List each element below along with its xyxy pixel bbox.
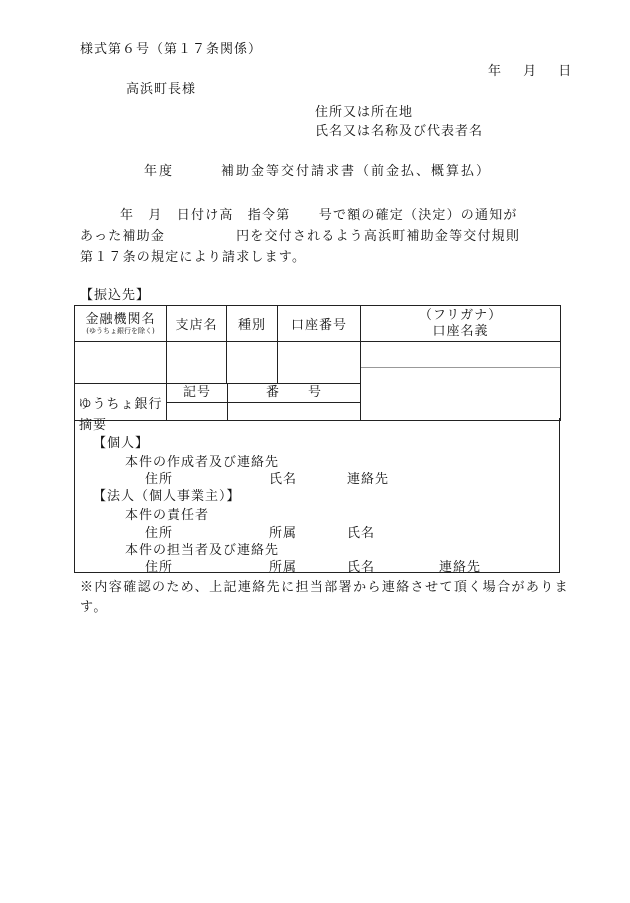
bank-account-table — [74, 305, 561, 421]
name-label: 氏名又は名称及び代表者名 — [315, 124, 484, 139]
address-label: 住所又は所在地 — [315, 105, 414, 120]
individual-name-label: 氏名 — [269, 472, 298, 487]
corp-contact-address-label: 住所 — [145, 560, 174, 575]
individual-label: 【個人】 — [93, 436, 150, 451]
account-number-header: 口座番号 — [278, 306, 361, 342]
account-number-field[interactable] — [278, 342, 361, 384]
form-number: 様式第６号（第１７条関係） — [80, 42, 263, 57]
yucho-symbol-header: 記号 — [182, 385, 211, 400]
account-type-field[interactable] — [227, 342, 278, 384]
bank-name-field[interactable] — [75, 342, 167, 384]
summary-label: 摘要 — [79, 418, 108, 433]
summary-box — [74, 418, 560, 573]
account-name-field[interactable] — [361, 342, 561, 421]
request-body — [80, 205, 566, 268]
account-name-label: 口座名義 — [432, 323, 489, 339]
body-line-1: 年 月 日付け高 指令第 号で額の確定（決定）の通知が — [120, 208, 518, 223]
addressee: 高浜町長様 — [126, 82, 197, 97]
account-name-header — [361, 306, 561, 342]
corp-responsible-dept-label: 所属 — [269, 526, 298, 541]
furigana-field[interactable] — [361, 342, 560, 368]
title-main: 補助金等交付請求書（前金払、概算払） — [221, 164, 492, 179]
furigana-label: （フリガナ） — [418, 307, 503, 323]
fiscal-year-label: 年度 — [144, 164, 175, 179]
bank-name-label: 金融機関名 — [85, 311, 156, 327]
corp-responsible-name-label: 氏名 — [347, 526, 376, 541]
corp-contact-phone-label: 連絡先 — [439, 560, 482, 575]
branch-field[interactable] — [167, 342, 227, 384]
corp-contact-name-label: 氏名 — [347, 560, 376, 575]
corp-contact-label: 本件の担当者及び連絡先 — [125, 543, 280, 558]
yucho-fields — [167, 384, 361, 421]
branch-header: 支店名 — [167, 306, 227, 342]
bank-name-note: (ゆうちょ銀行を除く) — [86, 326, 155, 335]
individual-contact-label: 本件の作成者及び連絡先 — [125, 455, 280, 470]
individual-address-label: 住所 — [145, 472, 174, 487]
corp-responsible-label: 本件の責任者 — [125, 508, 210, 523]
corp-contact-dept-label: 所属 — [269, 560, 298, 575]
transfer-section-label: 【振込先】 — [80, 288, 151, 303]
corp-responsible-address-label: 住所 — [145, 526, 174, 541]
bank-name-header — [75, 306, 167, 342]
yucho-label: ゆうちょ銀行 — [75, 384, 167, 421]
individual-phone-label: 連絡先 — [347, 472, 390, 487]
account-type-header: 種別 — [227, 306, 278, 342]
corporation-label: 【法人（個人事業主）】 — [93, 489, 241, 504]
contact-note: ※内容確認のため、上記連絡先に担当部署から連絡させて頂く場合があります。 — [80, 580, 570, 615]
body-line-3: 第１７条の規定により請求します。 — [80, 250, 307, 265]
body-line-2: あった補助金 円を交付されるよう高浜町補助金等交付規則 — [80, 229, 521, 244]
date-line: 年 月 日 — [488, 64, 572, 79]
account-holder-field[interactable] — [361, 368, 560, 393]
yucho-number-header: 番 号 — [227, 384, 360, 402]
